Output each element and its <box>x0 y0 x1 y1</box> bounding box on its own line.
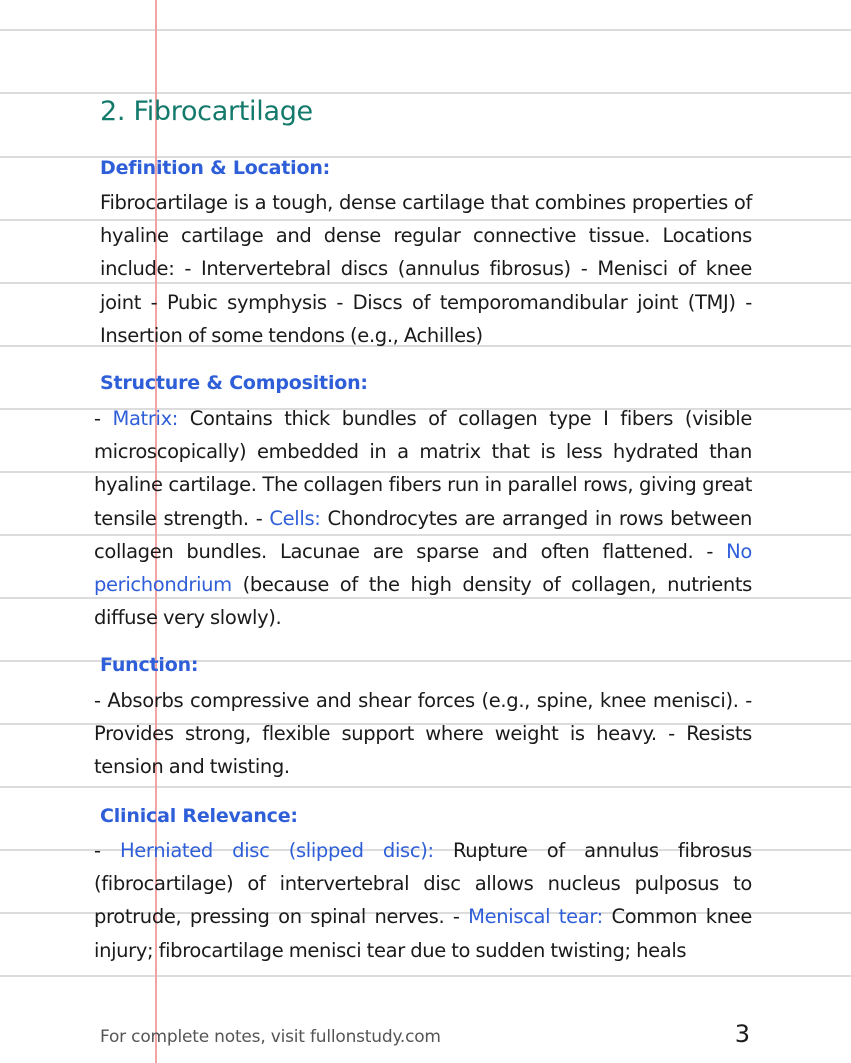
structure-text-1: Contains thick bundles of collagen type I fibers (visible microscopically) embedded in a matrix that is less hydrated than hyaline cartilage. The collagen fibers run in parallel rows, giving great tensile strength. - <box>94 407 752 530</box>
structure-heading: Structure & Composition: <box>100 372 368 394</box>
structure-text-3: (because of the high density of collagen, nutrients diffuse very slowly). <box>94 573 752 630</box>
function-heading: Function: <box>100 654 199 676</box>
structure-dash: - <box>94 407 113 430</box>
clinical-dash: - <box>94 839 120 862</box>
ruled-line <box>0 92 851 94</box>
footer-note: For complete notes, visit fullonstudy.com <box>100 1027 441 1047</box>
clinical-text-2: Common knee injury; fibrocartilage menisci tear due to sudden twisting; heals <box>94 905 753 962</box>
ruled-line <box>0 975 851 977</box>
clinical-text-1: Rupture of annulus fibrosus (fibrocartilage) of intervertebral disc allows nucleus pulposus to protrude, pressing on spinal nerves. - <box>94 839 752 929</box>
term-no-perichondrium: No perichondrium <box>94 539 752 597</box>
definition-heading: Definition & Location: <box>100 157 331 179</box>
ruled-line <box>0 29 851 31</box>
definition-paragraph: Fibrocartilage is a tough, dense cartilage that combines properties of hyaline cartilage and dense regular connective tissue. Locations include: - Intervertebral discs (annulus fibrosus) - Menisci of knee joint - Pubic symphysis - Discs of temporomandibular joint (TMJ) - Insertion of some tendons (e.g., Achilles) <box>100 191 752 347</box>
structure-paragraph <box>94 402 752 634</box>
page-number: 3 <box>734 1020 750 1048</box>
term-meniscal-tear: Meniscal tear: <box>468 905 603 929</box>
term-matrix: Matrix: <box>112 407 178 430</box>
term-cells: Cells: <box>269 506 321 530</box>
page-title: 2. Fibrocartilage <box>100 96 313 127</box>
ruled-line <box>0 786 851 788</box>
term-herniated-disc: Herniated disc (slipped disc): <box>119 839 434 862</box>
clinical-paragraph <box>94 834 752 967</box>
structure-text-2: Chondrocytes are arranged in rows between collagen bundles. Lacunae are sparse and often flattened. - <box>94 506 752 563</box>
clinical-heading: Clinical Relevance: <box>100 805 298 827</box>
function-paragraph: - Absorbs compressive and shear forces (e.g., spine, knee menisci). - Provides strong, flexible support where weight is heavy. - Resists tension and twisting. <box>94 689 752 779</box>
